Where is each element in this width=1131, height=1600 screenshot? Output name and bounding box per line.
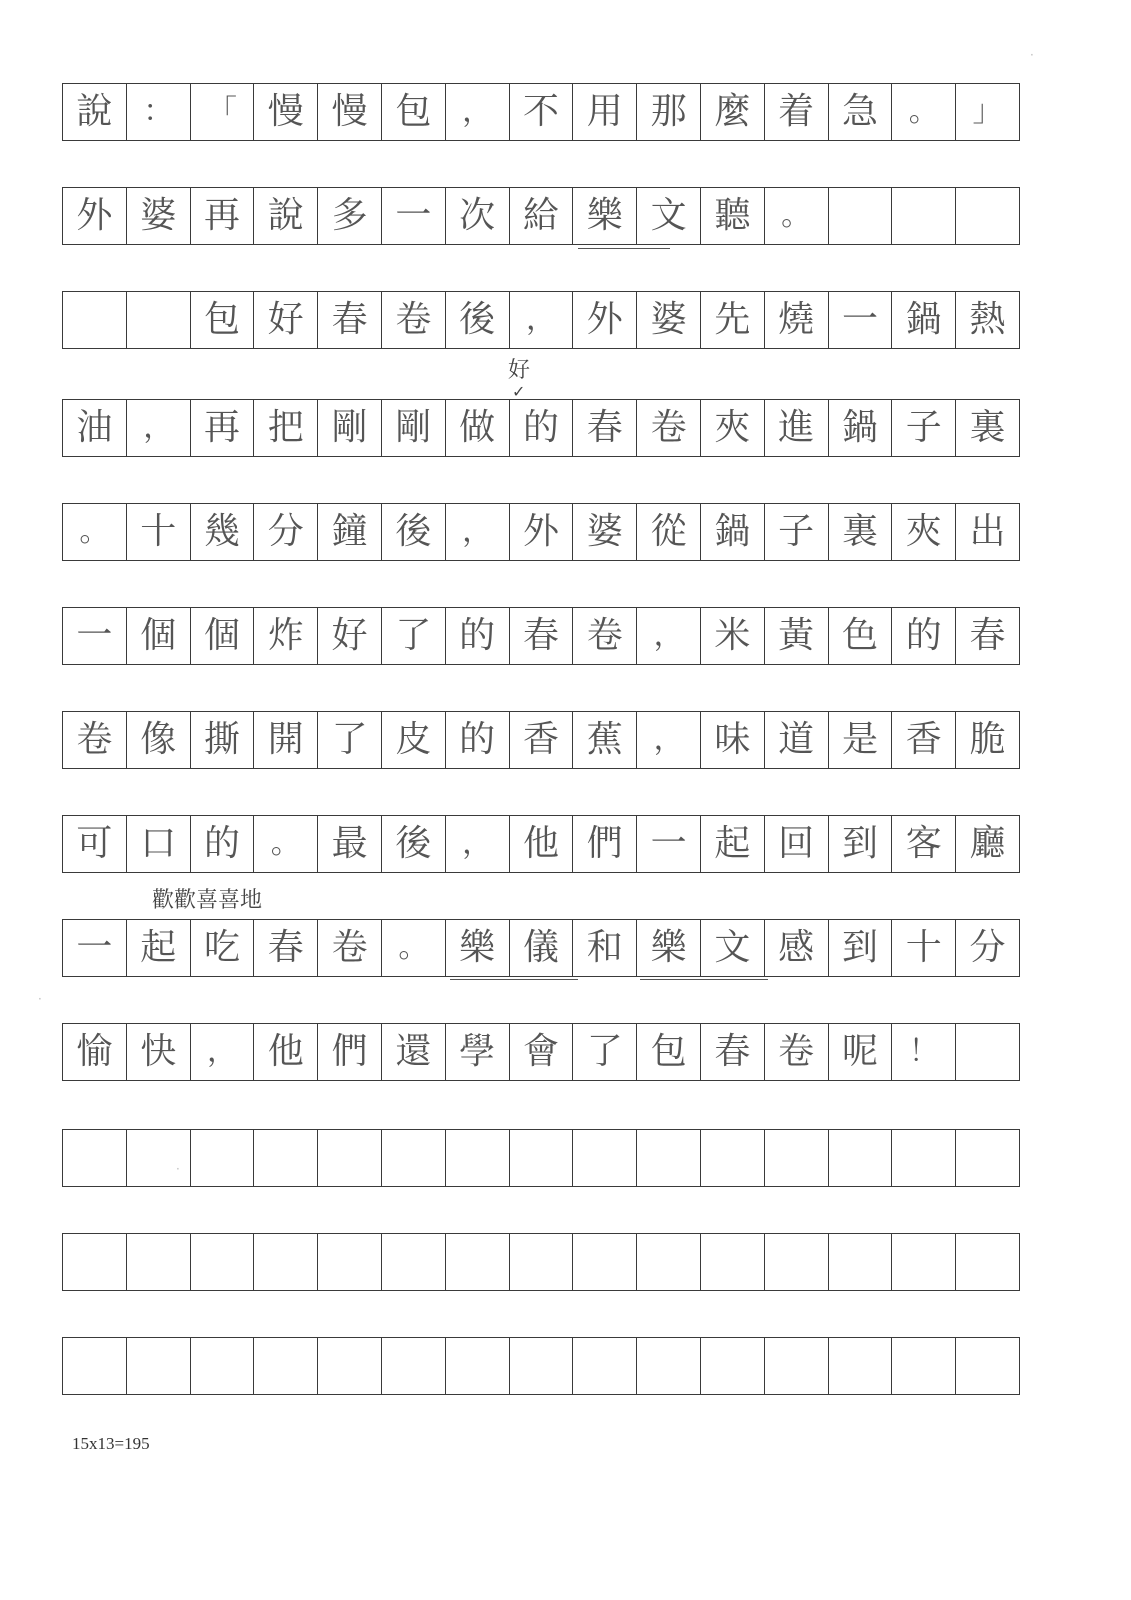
grid-cell: 後: [382, 815, 446, 873]
grid-cell: ，: [446, 503, 510, 561]
grid-cell: ，: [510, 291, 574, 349]
grid-cell: 香: [510, 711, 574, 769]
grid-cell: 外: [573, 291, 637, 349]
grid-cell: 和: [573, 919, 637, 977]
grid-cell: [254, 1233, 318, 1291]
grid-cell: [829, 1233, 893, 1291]
grid-cell: [191, 1337, 255, 1395]
grid-cell: 。: [382, 919, 446, 977]
grid-cell: 一: [63, 607, 127, 665]
grid-row: [62, 711, 1020, 769]
grid-cell: [956, 1023, 1020, 1081]
grid-cell: [765, 1337, 829, 1395]
grid-cell: 十: [127, 503, 191, 561]
grid-cell: 子: [892, 399, 956, 457]
grid-cell: 着: [765, 83, 829, 141]
grid-cell: 」: [956, 83, 1020, 141]
grid-cell: 個: [127, 607, 191, 665]
grid-cell: 再: [191, 187, 255, 245]
grid-row: [62, 399, 1020, 457]
grid-row: [62, 919, 1020, 977]
grid-cell: [701, 1129, 765, 1187]
grid-cell: 口: [127, 815, 191, 873]
grid-cell: 樂: [446, 919, 510, 977]
grid-cell: [254, 1337, 318, 1395]
grid-cell: 快: [127, 1023, 191, 1081]
grid-cell: 出: [956, 503, 1020, 561]
grid-cell: [127, 1337, 191, 1395]
grid-cell: [382, 1129, 446, 1187]
grid-cell: 後: [382, 503, 446, 561]
grid-cell: 他: [510, 815, 574, 873]
grid-cell: 的: [446, 607, 510, 665]
grid-cell: 回: [765, 815, 829, 873]
grid-row: [62, 1337, 1020, 1395]
grid-cell: 卷: [637, 399, 701, 457]
grid-cell: ，: [637, 711, 701, 769]
name-underline: [578, 248, 670, 249]
grid-cell: [63, 1233, 127, 1291]
grid-cell: 慢: [254, 83, 318, 141]
grid-cell: [892, 1129, 956, 1187]
grid-cell: 婆: [127, 187, 191, 245]
grid-cell: [127, 291, 191, 349]
grid-cell: 剛: [318, 399, 382, 457]
insertion-caret-mark: ✓: [512, 382, 526, 401]
grid-cell: 子: [765, 503, 829, 561]
grid-cell: 裏: [829, 503, 893, 561]
grid-cell: 卷: [382, 291, 446, 349]
grid-cell: [892, 1233, 956, 1291]
grid-cell: 包: [191, 291, 255, 349]
grid-cell: [892, 1337, 956, 1395]
grid-cell: 春: [956, 607, 1020, 665]
grid-cell: 先: [701, 291, 765, 349]
grid-cell: 米: [701, 607, 765, 665]
grid-cell: 分: [254, 503, 318, 561]
grid-cell: [956, 1337, 1020, 1395]
grid-cell: 急: [829, 83, 893, 141]
grid-cell: [127, 1129, 191, 1187]
grid-cell: 不: [510, 83, 574, 141]
grid-cell: 起: [701, 815, 765, 873]
grid-cell: 會: [510, 1023, 574, 1081]
grid-cell: 樂: [637, 919, 701, 977]
grid-cell: 的: [892, 607, 956, 665]
grid-cell: 味: [701, 711, 765, 769]
grid-cell: [829, 1337, 893, 1395]
grid-cell: 感: [765, 919, 829, 977]
grid-cell: 的: [446, 711, 510, 769]
grid-cell: [701, 1337, 765, 1395]
grid-cell: 鍋: [829, 399, 893, 457]
grid-row: [62, 815, 1020, 873]
grid-cell: 開: [254, 711, 318, 769]
grid-row: [62, 83, 1020, 141]
grid-cell: 說: [63, 83, 127, 141]
scan-speck: ·: [176, 1162, 180, 1176]
grid-cell: [573, 1337, 637, 1395]
grid-cell: 色: [829, 607, 893, 665]
grid-row: [62, 1129, 1020, 1187]
grid-cell: ，: [446, 815, 510, 873]
grid-cell: 再: [191, 399, 255, 457]
grid-cell: 個: [191, 607, 255, 665]
grid-cell: 婆: [637, 291, 701, 349]
grid-cell: 樂: [573, 187, 637, 245]
grid-cell: 鍋: [892, 291, 956, 349]
grid-cell: 那: [637, 83, 701, 141]
grid-cell: [765, 1233, 829, 1291]
grid-cell: [510, 1233, 574, 1291]
grid-row: [62, 1023, 1020, 1081]
grid-cell: [956, 1129, 1020, 1187]
grid-cell: ，: [191, 1023, 255, 1081]
grid-cell: 春: [573, 399, 637, 457]
grid-cell: 後: [446, 291, 510, 349]
grid-cell: 做: [446, 399, 510, 457]
grid-cell: 卷: [318, 919, 382, 977]
grid-cell: 。: [63, 503, 127, 561]
grid-cell: 春: [254, 919, 318, 977]
grid-cell: 卷: [765, 1023, 829, 1081]
grid-cell: 的: [510, 399, 574, 457]
grid-cell: [510, 1129, 574, 1187]
inserted-correction-huanxi: 歡歡喜喜地: [152, 888, 263, 913]
grid-row: [62, 607, 1020, 665]
grid-cell: 進: [765, 399, 829, 457]
grid-cell: 還: [382, 1023, 446, 1081]
grid-cell: 呢: [829, 1023, 893, 1081]
grid-cell: 熱: [956, 291, 1020, 349]
grid-cell: 油: [63, 399, 127, 457]
grid-cell: [318, 1129, 382, 1187]
grid-cell: ，: [446, 83, 510, 141]
grid-cell: 外: [63, 187, 127, 245]
grid-cell: [382, 1233, 446, 1291]
grid-cell: [892, 187, 956, 245]
grid-cell: [829, 187, 893, 245]
grid-cell: 一: [829, 291, 893, 349]
grid-cell: [510, 1337, 574, 1395]
grid-cell: [956, 187, 1020, 245]
grid-cell: 幾: [191, 503, 255, 561]
grid-cell: 包: [637, 1023, 701, 1081]
grid-row: [62, 187, 1020, 245]
grid-cell: 是: [829, 711, 893, 769]
grid-cell: [318, 1337, 382, 1395]
inserted-correction-hao: 好: [508, 358, 531, 383]
grid-count-footer: 15x13=195: [72, 1434, 150, 1453]
grid-cell: ：: [127, 83, 191, 141]
grid-cell: 次: [446, 187, 510, 245]
grid-cell: 廳: [956, 815, 1020, 873]
grid-cell: 麼: [701, 83, 765, 141]
grid-cell: 剛: [382, 399, 446, 457]
grid-cell: [446, 1337, 510, 1395]
grid-cell: 春: [318, 291, 382, 349]
grid-cell: [573, 1129, 637, 1187]
grid-cell: 客: [892, 815, 956, 873]
grid-cell: [637, 1129, 701, 1187]
grid-cell: 們: [573, 815, 637, 873]
grid-cell: 十: [892, 919, 956, 977]
name-underline: [450, 979, 578, 980]
grid-cell: 學: [446, 1023, 510, 1081]
grid-cell: [382, 1337, 446, 1395]
grid-cell: 起: [127, 919, 191, 977]
grid-cell: 到: [829, 815, 893, 873]
grid-cell: 一: [382, 187, 446, 245]
grid-row: [62, 291, 1020, 349]
grid-cell: 撕: [191, 711, 255, 769]
grid-cell: 外: [510, 503, 574, 561]
grid-cell: [637, 1233, 701, 1291]
grid-cell: 他: [254, 1023, 318, 1081]
grid-cell: [63, 291, 127, 349]
grid-cell: 鐘: [318, 503, 382, 561]
grid-cell: 。: [254, 815, 318, 873]
grid-cell: [446, 1129, 510, 1187]
grid-cell: [63, 1129, 127, 1187]
grid-cell: 皮: [382, 711, 446, 769]
grid-cell: 道: [765, 711, 829, 769]
grid-cell: 把: [254, 399, 318, 457]
grid-cell: [637, 1337, 701, 1395]
grid-cell: 了: [382, 607, 446, 665]
grid-cell: 用: [573, 83, 637, 141]
grid-cell: 儀: [510, 919, 574, 977]
grid-cell: 一: [63, 919, 127, 977]
grid-cell: ！: [892, 1023, 956, 1081]
grid-cell: 的: [191, 815, 255, 873]
grid-cell: 說: [254, 187, 318, 245]
grid-cell: 夾: [892, 503, 956, 561]
grid-cell: [446, 1233, 510, 1291]
grid-cell: 。: [892, 83, 956, 141]
grid-cell: 愉: [63, 1023, 127, 1081]
grid-cell: [829, 1129, 893, 1187]
grid-cell: [191, 1233, 255, 1291]
scan-speck: ·: [1030, 48, 1034, 62]
grid-cell: 到: [829, 919, 893, 977]
grid-cell: ，: [637, 607, 701, 665]
grid-cell: 可: [63, 815, 127, 873]
grid-cell: 分: [956, 919, 1020, 977]
grid-cell: 蕉: [573, 711, 637, 769]
grid-cell: 們: [318, 1023, 382, 1081]
grid-cell: [318, 1233, 382, 1291]
grid-cell: [127, 1233, 191, 1291]
grid-cell: [254, 1129, 318, 1187]
grid-cell: 婆: [573, 503, 637, 561]
grid-cell: 好: [254, 291, 318, 349]
grid-cell: 黃: [765, 607, 829, 665]
grid-cell: 鍋: [701, 503, 765, 561]
grid-cell: 一: [637, 815, 701, 873]
grid-cell: 脆: [956, 711, 1020, 769]
grid-cell: 從: [637, 503, 701, 561]
grid-cell: 多: [318, 187, 382, 245]
grid-cell: 最: [318, 815, 382, 873]
grid-cell: [573, 1233, 637, 1291]
grid-cell: 文: [701, 919, 765, 977]
grid-cell: 文: [637, 187, 701, 245]
grid-cell: 吃: [191, 919, 255, 977]
grid-cell: 「: [191, 83, 255, 141]
grid-cell: 炸: [254, 607, 318, 665]
grid-cell: [701, 1233, 765, 1291]
grid-cell: 慢: [318, 83, 382, 141]
grid-cell: 夾: [701, 399, 765, 457]
grid-cell: 了: [318, 711, 382, 769]
grid-cell: [956, 1233, 1020, 1291]
grid-row: [62, 1233, 1020, 1291]
grid-cell: [765, 1129, 829, 1187]
grid-cell: 給: [510, 187, 574, 245]
grid-cell: 像: [127, 711, 191, 769]
grid-cell: 香: [892, 711, 956, 769]
grid-cell: 好: [318, 607, 382, 665]
grid-cell: 裏: [956, 399, 1020, 457]
grid-row: [62, 503, 1020, 561]
name-underline: [640, 979, 768, 980]
grid-cell: [63, 1337, 127, 1395]
grid-cell: 包: [382, 83, 446, 141]
grid-cell: 春: [510, 607, 574, 665]
grid-cell: 了: [573, 1023, 637, 1081]
grid-cell: 聽: [701, 187, 765, 245]
grid-cell: [191, 1129, 255, 1187]
grid-cell: 卷: [573, 607, 637, 665]
grid-cell: 燒: [765, 291, 829, 349]
grid-cell: ，: [127, 399, 191, 457]
grid-cell: 。: [765, 187, 829, 245]
grid-cell: 卷: [63, 711, 127, 769]
grid-cell: 春: [701, 1023, 765, 1081]
scan-speck: ·: [38, 992, 42, 1006]
